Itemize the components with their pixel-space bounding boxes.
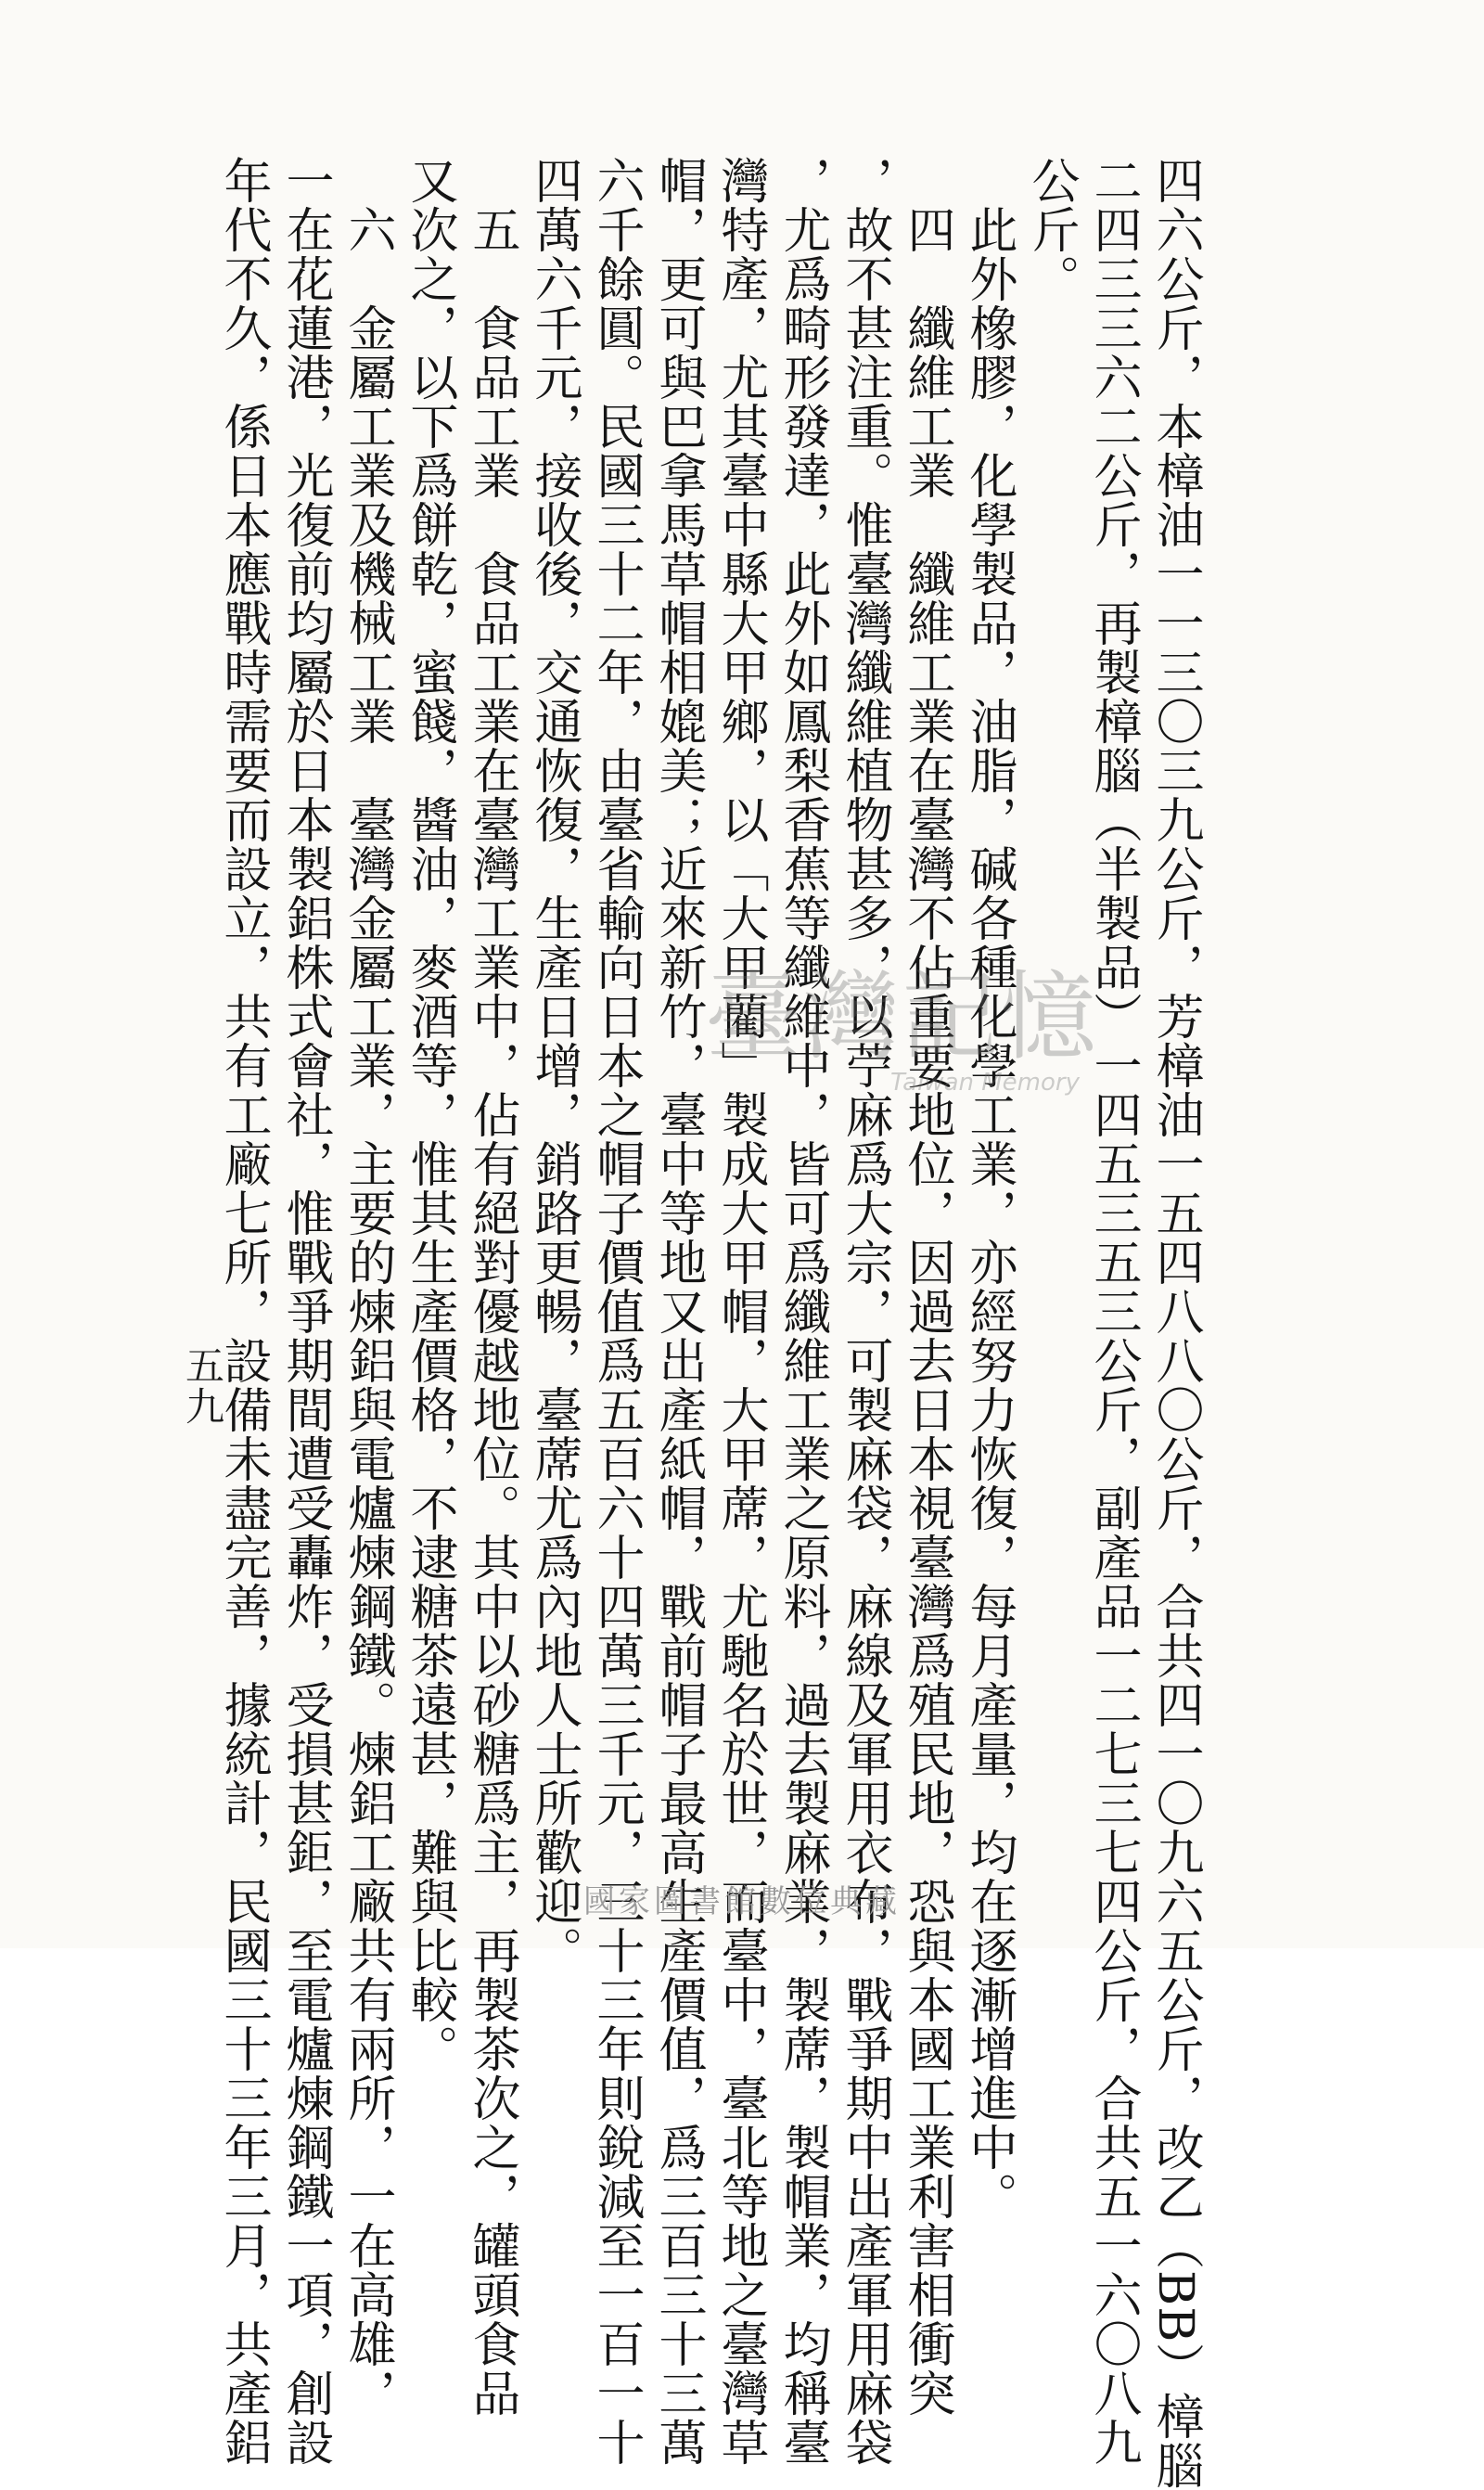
text-column: 此外橡膠，化學製品，油脂，碱各種化學工業，亦經努力恢復，每月產量，均在逐漸增進中。: [961, 156, 1017, 2221]
text-column: ，故不甚注重。惟臺灣纖維植物甚多，以苧麻爲大宗，可製麻袋，麻線及軍用衣布，戰爭期中出產軍用麻袋: [837, 156, 892, 2467]
text-column: 五 食品工業 食品工業在臺灣工業中，佔有絕對優越地位。其中以砂糖爲主，再製茶次之，罐頭食品: [464, 156, 519, 2418]
footer-source: 國家圖書館數位典藏: [583, 1883, 901, 1920]
text-column: 四六公斤，本樟油一一三〇三九公斤，芳樟油一五四八八〇公斤，合共四一〇九六五公斤，改乙（BB）樟腦: [1147, 156, 1203, 2490]
text-column: 年代不久，係日本應戰時需要而設立，共有工廠七所，設備未盡完善，據統計，民國三十三年三月，共產鋁: [215, 156, 271, 2467]
text-column: 又次之，以下爲餅乾，蜜餞，醬油，麥酒等，惟其生產價格，不逮糖茶遠甚，難與比較。: [402, 156, 457, 2073]
text-column: 公斤。: [1023, 156, 1079, 303]
text-column: 六 金屬工業及機械工業 臺灣金屬工業，主要的煉鋁與電爐煉鋼鐵。煉鋁工廠共有兩所，一在高雄，: [339, 156, 395, 2418]
page-number: 五九: [180, 1345, 225, 1427]
text-column: ，尤爲畸形發達，此外如鳳梨香蕉等纖維中，皆可爲纖維工業之原料，過去製麻業，製蓆，製帽業，均稱臺: [774, 156, 830, 2467]
text-column: 四萬六千元，接收後，交通恢復，生產日增，銷路更暢，臺蓆尤爲內地人士所歡迎。: [526, 156, 582, 1975]
text-column: 一在花蓮港，光復前均屬於日本製鋁株式會社，惟戰爭期間遭受轟炸，受損甚鉅，至電爐煉鋼鐵一項，創設: [277, 156, 333, 2467]
watermark-subtitle: Taiwan Memory: [890, 1069, 1080, 1097]
watermark-logo-text: 臺灣記憶: [705, 960, 1099, 1073]
text-column: 二四三三六二公斤，再製樟腦（半製品）一四五三五三公斤，副產品一二七三七四公斤，合共五一六〇八九: [1085, 156, 1141, 2467]
watermark-logo: [705, 960, 1150, 1113]
text-column: 帽，更可與巴拿馬草帽相媲美；近來新竹，臺中等地又出產紙帽，戰前帽子最高生產價值，爲三百三十三萬: [650, 156, 706, 2467]
text-column: 六千餘圓。民國三十二年，由臺省輸向日本之帽子價值爲五百六十四萬三千元，三十三年則銳減至一百一十: [588, 156, 644, 2467]
text-column: 四 纖維工業 纖維工業在臺灣不佔重要地位，因過去日本視臺灣爲殖民地，恐與本國工業利害相衝突: [899, 156, 954, 2418]
text-column: 灣特產，尤其臺中縣大甲鄉，以「大甲藺」製成大甲帽，大甲蓆，尤馳名於世，而臺中，臺北等地之臺灣草: [712, 156, 768, 2467]
